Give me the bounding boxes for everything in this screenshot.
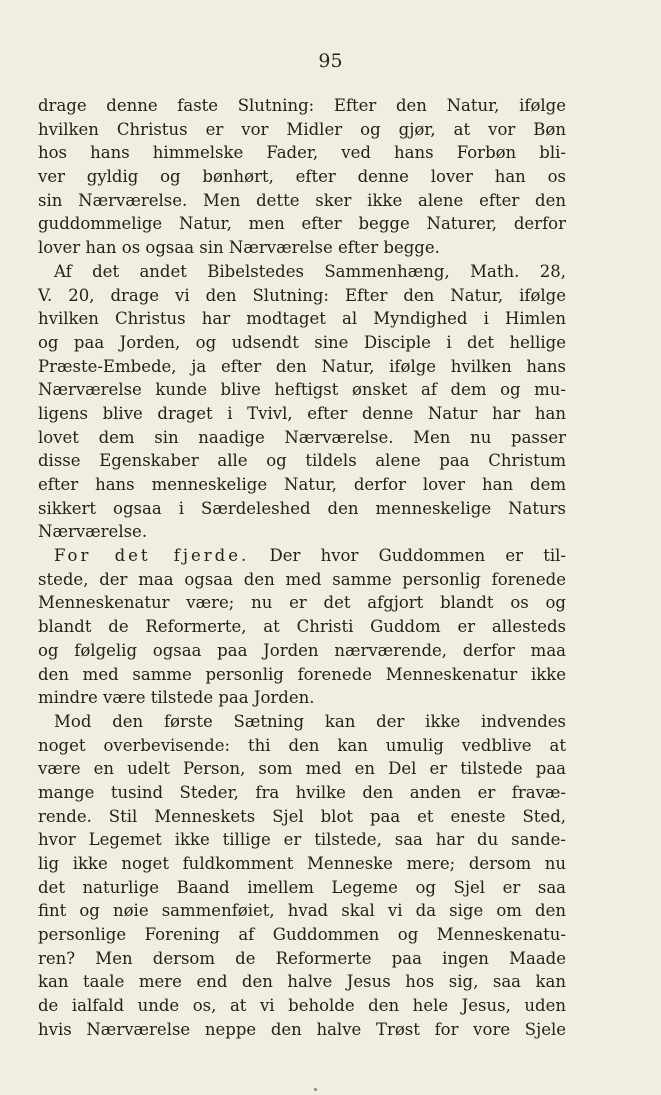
text-line: hvis Nærværelse neppe den halve Trøst for vore Sjele	[38, 1019, 566, 1039]
text-line: sin Nærværelse. Men dette sker ikke alene efter den	[38, 190, 566, 210]
text-line: noget overbevisende: thi den kan umulig vedblive at	[38, 735, 566, 755]
text-line: hos hans himmelske Fader, ved hans Forbøn bli-	[38, 143, 566, 163]
text-line: stede, der maa ogsaa den med samme personlig forenede	[38, 569, 566, 589]
text-line: Menneskenatur være; nu er det afgjort blandt os og	[38, 593, 566, 613]
text-line: de ialfald unde os, at vi beholde den hele Jesus, uden	[38, 996, 566, 1016]
text-line: ren? Men dersom de Reformerte paa ingen Maade	[38, 948, 566, 968]
text-line: lovet dem sin naadige Nærværelse. Men nu passer	[38, 427, 566, 447]
text-line: fint og nøie sammenføiet, hvad skal vi da sige om den	[38, 901, 566, 921]
text-line: hvilken Christus er vor Midler og gjør, at vor Bøn	[38, 119, 566, 139]
text-line: disse Egenskaber alle og tildels alene paa Christum	[38, 451, 566, 471]
text-line: og følgelig ogsaa paa Jorden nærværende, derfor maa	[38, 640, 566, 660]
text-line	[38, 544, 566, 568]
text-line: Mod den første Sætning kan der ikke indvendes	[54, 711, 566, 731]
text-line: hvor Legemet ikke tillige er tilstede, saa har du sande-	[38, 830, 566, 850]
text-line: den med samme personlig forenede Menneskenatur ikke	[38, 664, 566, 684]
text-line: hvilken Christus har modtaget al Myndighed i Himlen	[38, 309, 566, 329]
text-line: Af det andet Bibelstedes Sammenhæng, Math. 28,	[54, 261, 566, 281]
text-line: mange tusind Steder, fra hvilke den anden er fravæ-	[38, 782, 566, 802]
text-line: mindre være tilstede paa Jorden.	[38, 688, 315, 708]
text-line: lover han os ogsaa sin Nærværelse efter begge.	[38, 238, 440, 258]
text-line: rende. Stil Menneskets Sjel blot paa et eneste Sted,	[38, 806, 566, 826]
text-line: og paa Jorden, og udsendt sine Disciple i det hellige	[38, 332, 566, 352]
text-line: det naturlige Baand imellem Legeme og Sjel er saa	[38, 877, 566, 897]
text-line: V. 20, drage vi den Slutning: Efter den Natur, ifølge	[38, 285, 566, 305]
text-line: sikkert ogsaa i Særdeleshed den menneskelige Naturs	[38, 498, 566, 518]
text-line: Præste-Embede, ja efter den Natur, ifølge hvilken hans	[38, 356, 566, 376]
section-heading: For det fjerde.	[54, 546, 250, 566]
text-line: personlige Forening af Guddommen og Menneskenatu-	[38, 925, 566, 945]
page-number: 95	[318, 50, 343, 72]
body-text	[38, 94, 566, 1042]
text-run: Der hvor Guddommen er til-	[249, 546, 566, 566]
text-line: drage denne faste Slutning: Efter den Natur, ifølge	[38, 96, 566, 115]
text-line: være en udelt Person, som med en Del er tilstede paa	[38, 759, 566, 779]
text-line: Nærværelse kunde blive heftigst ønsket af dem og mu-	[38, 380, 566, 400]
text-line: kan taale mere end den halve Jesus hos sig, saa kan	[38, 972, 566, 992]
text-line: guddommelige Natur, men efter begge Naturer, derfor	[38, 214, 566, 234]
text-line: lig ikke noget fuldkomment Menneske mere; dersom nu	[38, 854, 566, 873]
text-line: ver gyldig og bønhørt, efter denne lover han os	[38, 167, 566, 187]
text-line: blandt de Reformerte, at Christi Guddom er allesteds	[38, 617, 566, 637]
text-line: Nærværelse.	[38, 522, 148, 542]
text-line: ligens blive draget i Tvivl, efter denne Natur har han	[38, 403, 566, 423]
text-line: efter hans menneskelige Natur, derfor lover han dem	[38, 475, 566, 494]
print-speck	[314, 1088, 317, 1091]
